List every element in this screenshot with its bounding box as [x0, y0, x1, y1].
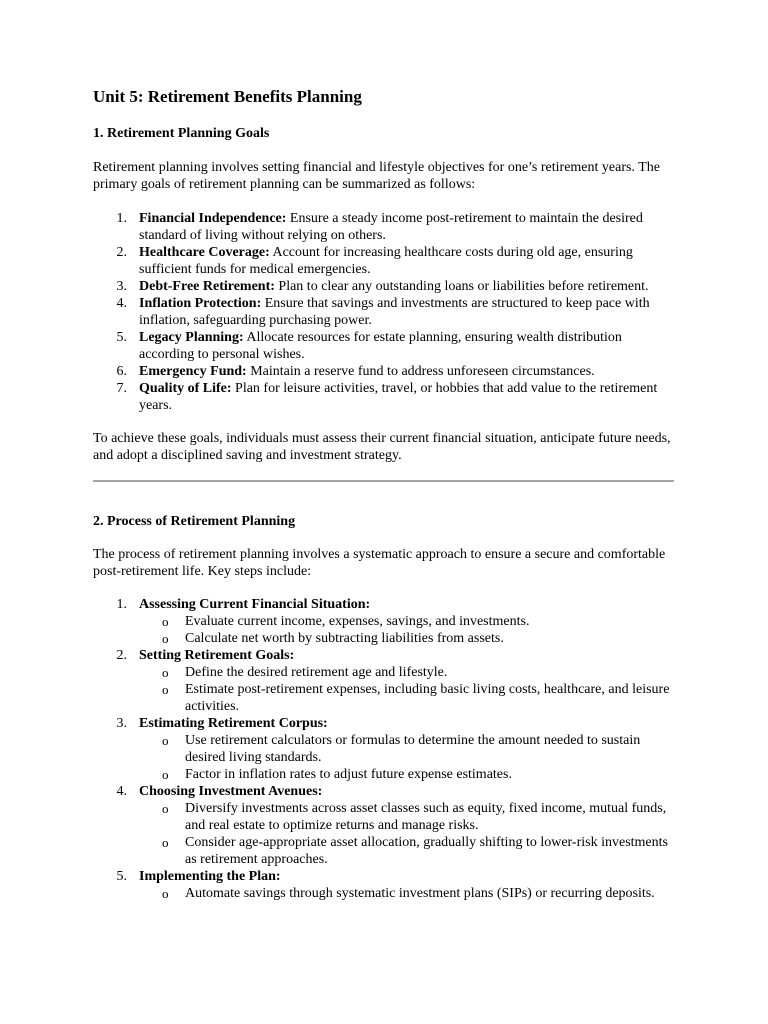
circle-bullet-icon: o: [162, 801, 169, 816]
step-sublist: [139, 664, 674, 715]
sub-item-text: Estimate post-retirement expenses, including basic living costs, healthcare, and leisure activities.: [185, 682, 670, 714]
goal-label: Legacy Planning:: [139, 330, 244, 345]
goal-item: [93, 380, 674, 414]
step-item: [93, 596, 674, 647]
section-1-heading: 1. Retirement Planning Goals: [93, 126, 270, 141]
goal-label: Inflation Protection:: [139, 296, 262, 311]
goal-text: Ensure that savings and investments are structured to keep pace with inflation, safeguarding purchasing power.: [139, 296, 650, 328]
goals-list: [93, 210, 674, 414]
circle-bullet-icon: o: [162, 733, 169, 748]
goal-number: 1.: [116, 211, 127, 226]
sub-item: [139, 800, 674, 834]
sub-item-text: Automate savings through systematic investment plans (SIPs) or recurring deposits.: [185, 886, 655, 901]
goal-text: Account for increasing healthcare costs during old age, ensuring sufficient funds for medical emergencies.: [139, 245, 633, 277]
goal-item: [93, 210, 674, 244]
goal-label: Quality of Life:: [139, 381, 232, 396]
step-item: [93, 783, 674, 868]
goal-item: [93, 278, 674, 295]
step-sublist: [139, 800, 674, 868]
circle-bullet-icon: o: [162, 631, 169, 646]
circle-bullet-icon: o: [162, 835, 169, 850]
goal-number: 2.: [116, 245, 127, 260]
goal-item: [93, 295, 674, 329]
sub-item-text: Calculate net worth by subtracting liabilities from assets.: [185, 631, 504, 646]
sub-item-text: Consider age-appropriate asset allocation, gradually shifting to lower-risk investments as retirement approaches.: [185, 835, 668, 867]
goal-label: Debt-Free Retirement:: [139, 279, 275, 294]
step-number: 3.: [116, 716, 127, 731]
step-label: Implementing the Plan:: [139, 869, 281, 884]
goal-number: 5.: [116, 330, 127, 345]
goal-text: Plan to clear any outstanding loans or liabilities before retirement.: [274, 279, 649, 294]
goal-item: [93, 329, 674, 363]
sub-item: [139, 681, 674, 715]
goal-number: 3.: [116, 279, 127, 294]
step-number: 2.: [116, 648, 127, 663]
goal-text: Ensure a steady income post-retirement to maintain the desired standard of living without relying on others.: [139, 211, 643, 243]
section-1-intro: Retirement planning involves setting financial and lifestyle objectives for one’s retirement years. The primary goals of retirement planning can be summarized as follows:: [93, 160, 660, 192]
section-1-conclusion: To achieve these goals, individuals must assess their current financial situation, anticipate future needs, and adopt a disciplined saving and investment strategy.: [93, 431, 671, 463]
sub-item: [139, 834, 674, 868]
step-label: Choosing Investment Avenues:: [139, 784, 323, 799]
circle-bullet-icon: o: [162, 614, 169, 629]
sub-item: [139, 630, 674, 647]
sub-item-text: Use retirement calculators or formulas to determine the amount needed to sustain desired living standards.: [185, 733, 641, 765]
step-label: Setting Retirement Goals:: [139, 648, 295, 663]
section-2-intro: The process of retirement planning involves a systematic approach to ensure a secure and comfortable post-retirement life. Key steps include:: [93, 547, 666, 579]
step-label: Assessing Current Financial Situation:: [139, 597, 371, 612]
goal-text: Allocate resources for estate planning, ensuring wealth distribution according to personal wishes.: [139, 330, 622, 362]
step-number: 4.: [116, 784, 127, 799]
step-sublist: [139, 613, 674, 647]
step-item: [93, 647, 674, 715]
steps-list: [93, 596, 674, 902]
section-2-heading: 2. Process of Retirement Planning: [93, 514, 296, 529]
goal-number: 4.: [116, 296, 127, 311]
goal-number: 6.: [116, 364, 127, 379]
step-number: 5.: [116, 869, 127, 884]
circle-bullet-icon: o: [162, 665, 169, 680]
goal-number: 7.: [116, 381, 127, 396]
sub-item: [139, 766, 674, 783]
sub-item: [139, 613, 674, 630]
circle-bullet-icon: o: [162, 767, 169, 782]
goal-label: Healthcare Coverage:: [139, 245, 270, 260]
goal-text: Maintain a reserve fund to address unforeseen circumstances.: [246, 364, 595, 379]
step-sublist: [139, 732, 674, 783]
sub-item-text: Diversify investments across asset classes such as equity, fixed income, mutual funds, and real estate to optimize returns and manage risks.: [185, 801, 667, 833]
sub-item: [139, 885, 674, 902]
step-item: [93, 715, 674, 783]
sub-item-text: Evaluate current income, expenses, savings, and investments.: [185, 614, 530, 629]
goal-text: Plan for leisure activities, travel, or hobbies that add value to the retirement years.: [139, 381, 658, 413]
step-item: [93, 868, 674, 902]
sub-item: [139, 732, 674, 766]
circle-bullet-icon: o: [162, 886, 169, 901]
goal-item: [93, 363, 674, 380]
step-label: Estimating Retirement Corpus:: [139, 716, 328, 731]
step-sublist: [139, 885, 674, 902]
step-number: 1.: [116, 597, 127, 612]
goal-label: Financial Independence:: [139, 211, 287, 226]
document-title: Unit 5: Retirement Benefits Planning: [93, 87, 362, 106]
sub-item-text: Define the desired retirement age and lifestyle.: [185, 665, 448, 680]
goal-item: [93, 244, 674, 278]
sub-item: [139, 664, 674, 681]
sub-item-text: Factor in inflation rates to adjust future expense estimates.: [185, 767, 512, 782]
goal-label: Emergency Fund:: [139, 364, 247, 379]
circle-bullet-icon: o: [162, 682, 169, 697]
